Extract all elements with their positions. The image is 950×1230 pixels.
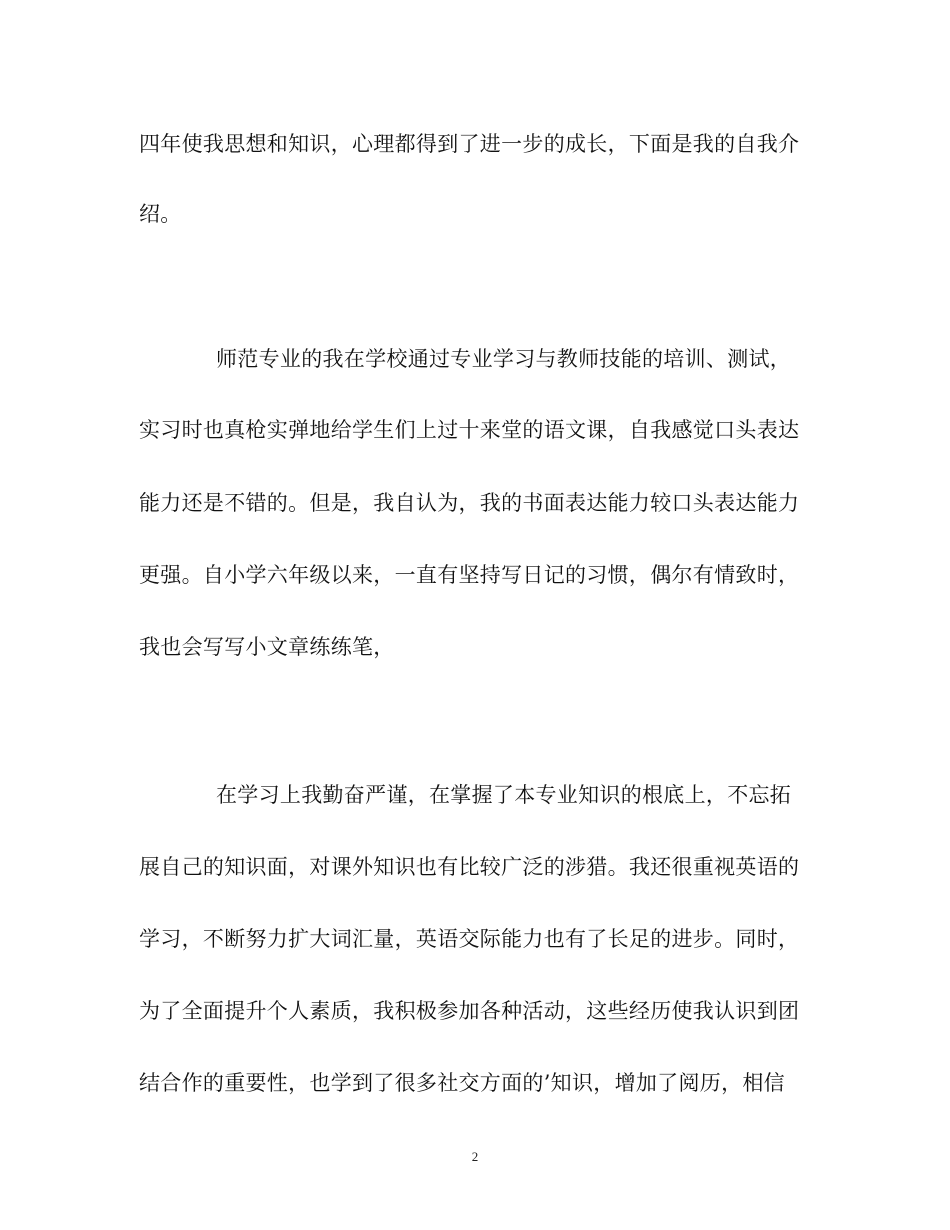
paragraph-2-line-3: 能力还是不错的。但是，我自认为，我的书面表达能力较口头表达能力: [139, 491, 800, 515]
paragraph-3-line-5: 结合作的重要性，也学到了很多社交方面的’知识，增加了阅历，相信: [139, 1071, 785, 1095]
paragraph-3-line-3: 学习，不断努力扩大词汇量，英语交际能力也有了长足的进步。同时，: [139, 927, 800, 951]
paragraph-2-line-1: 师范专业的我在学校通过专业学习与教师技能的培训、测试，: [216, 347, 792, 371]
page-number: 2: [471, 1149, 479, 1164]
paragraph-3-line-4: 为了全面提升个人素质，我积极参加各种活动，这些经历使我认识到团: [139, 999, 800, 1023]
paragraph-2-line-4: 更强。自小学六年级以来，一直有坚持写日记的习惯，偶尔有情致时，: [139, 563, 800, 587]
paragraph-3-line-2: 展自己的知识面，对课外知识也有比较广泛的涉猎。我还很重视英语的: [139, 855, 800, 879]
paragraph-1-line-1: 四年使我思想和知识，心理都得到了进一步的成长，下面是我的自我介: [139, 132, 800, 156]
paragraph-2-line-5: 我也会写写小文章练练笔，: [139, 635, 395, 659]
paragraph-3-line-1: 在学习上我勤奋严谨，在掌握了本专业知识的根底上，不忘拓: [216, 783, 792, 807]
paragraph-1-line-2: 绍。: [139, 202, 182, 226]
paragraph-2-line-2: 实习时也真枪实弹地给学生们上过十来堂的语文课，自我感觉口头表达: [139, 418, 800, 442]
